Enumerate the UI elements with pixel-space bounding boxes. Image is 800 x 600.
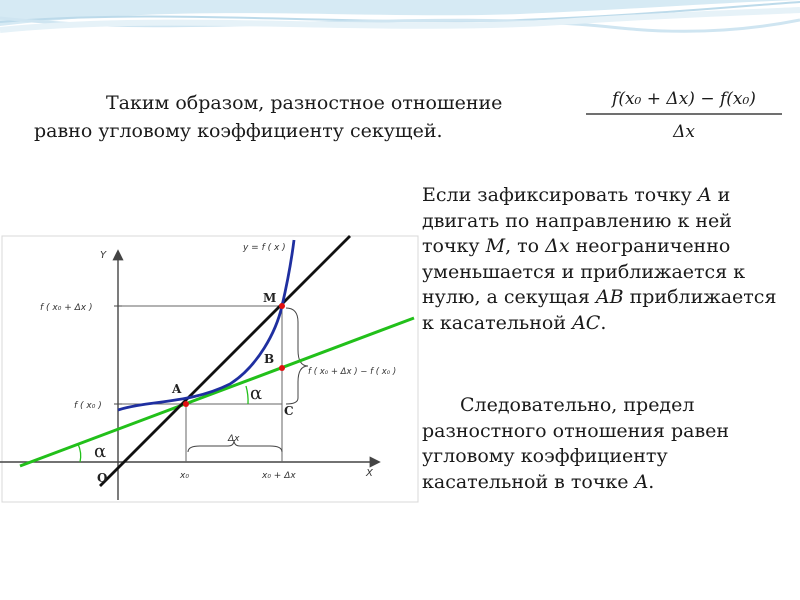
para1-delta-x: Δx: [545, 235, 570, 257]
para2-point-a: A: [634, 470, 649, 493]
delta-x-label: Δx: [228, 434, 240, 444]
conclusion-paragraph: [422, 393, 782, 495]
angle-arc-tangent: [78, 444, 81, 462]
para1-text-2: и двигать по направлению к ней точку: [422, 184, 732, 257]
para1-point-a: A: [697, 184, 712, 206]
para1-point-m: M: [485, 235, 506, 257]
para2-end: .: [648, 470, 655, 493]
y-label-top: f ( x₀ + Δx ): [40, 303, 93, 313]
para2-text: Следовательно, предел разностного отношения равен угловому коэффициенту касательной в точке: [422, 394, 730, 493]
function-curve: [118, 240, 294, 410]
intro-line-1: Таким образом, разностное отношение: [106, 92, 503, 114]
origin-label: O: [97, 471, 108, 485]
axis-x-label: X: [366, 468, 373, 479]
para1-text-6: .: [600, 311, 607, 334]
y-label-bottom: f ( x₀ ): [74, 401, 102, 411]
curve-label: y = f ( x ): [243, 243, 286, 253]
axis-y-label: Y: [100, 250, 107, 261]
point-m-label: M: [263, 291, 277, 305]
point-a-label: A: [172, 382, 182, 396]
intro-line-2: равно угловому коэффициенту секущей.: [34, 120, 443, 142]
angle-arc-at-a: [246, 386, 248, 404]
point-a-marker: [183, 401, 189, 407]
point-c-label: C: [284, 404, 294, 418]
formula-numerator: f(x₀ + Δx) − f(x₀): [612, 89, 756, 109]
point-b-label: B: [264, 352, 275, 366]
tangent-line: [20, 318, 414, 466]
angle-label-at-a: α: [250, 383, 263, 404]
para1-line-ab: AB: [595, 286, 624, 308]
point-b-marker: [279, 365, 285, 371]
formula-denominator: Δx: [673, 122, 695, 142]
x-label-left: x₀: [180, 471, 189, 481]
f-difference-label: f ( x₀ + Δx ) − f ( x₀ ): [308, 367, 397, 377]
para1-line-ac: AC: [572, 311, 601, 334]
point-m-marker: [279, 303, 285, 309]
difference-quotient-formula: [584, 84, 784, 144]
explanation-paragraph: [422, 183, 782, 336]
para1-text-5: приближается к касательной: [422, 286, 777, 334]
secant-line: [100, 236, 350, 486]
para1-text-1: Если зафиксировать точку: [422, 184, 698, 206]
header-wave-decoration: [0, 0, 800, 90]
derivative-geometry-diagram: [0, 235, 420, 505]
para1-text-4: неограниченно уменьшается и приближается к нулю, а секущая: [422, 235, 746, 308]
para1-text-3: , то: [505, 235, 546, 257]
angle-label-tangent: α: [94, 441, 107, 462]
x-label-right: x₀ + Δx: [262, 471, 296, 481]
f-difference-brace: [286, 308, 308, 404]
